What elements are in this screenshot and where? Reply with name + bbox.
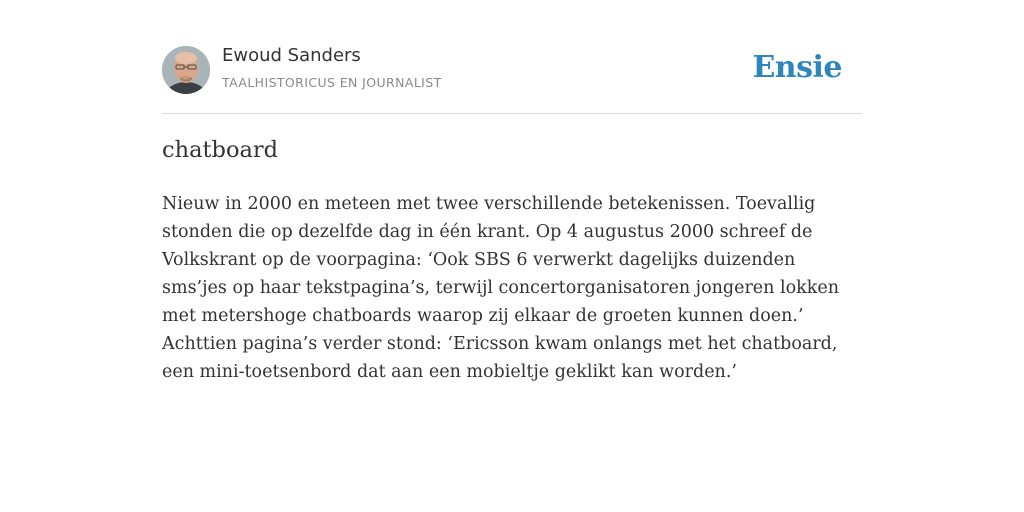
author-photo-icon [162, 46, 210, 94]
author-name[interactable]: Ewoud Sanders [222, 45, 361, 66]
entry-body: Nieuw in 2000 en meteen met twee verschillende betekenissen. Toevallig stonden die op dezelfde dag in één krant. Op 4 augustus 2000 schreef de Volkskrant op de voorpagina: ‘Ook SBS 6 verwerkt dagelijks duizenden sms’jes op haar tekstpagina’s, terwijl concertorganisatoren jongeren lokken met metershoge chatboards waarop zij elkaar de groeten kunnen doen.’ Achttien pagina’s verder stond: ‘Ericsson kwam onlangs met het chatboard, een mini-toetsenbord dat aan een mobieltje geklikt kan worden.’ [162, 194, 839, 382]
entry-title: chatboard [162, 137, 279, 163]
entry-card [162, 0, 862, 382]
author-avatar[interactable] [162, 46, 210, 94]
author-role: TAALHISTORICUS EN JOURNALIST [222, 75, 442, 90]
ensie-logo[interactable]: Ensie [752, 50, 842, 85]
author-header [162, 0, 862, 114]
